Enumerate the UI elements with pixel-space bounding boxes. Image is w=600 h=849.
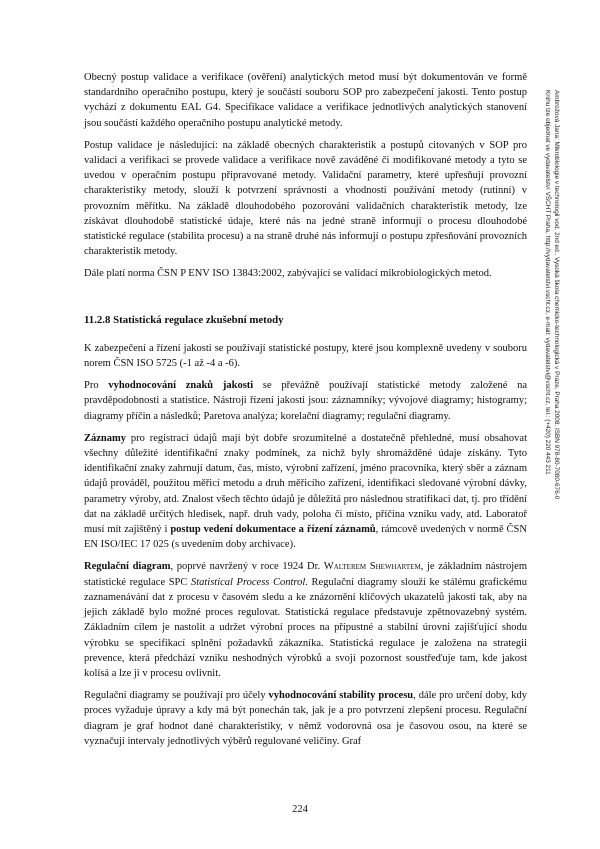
text-run: , dále pro určení doby, kdy proces vyžaduje úpravy a kdy má být ponechán tak, jak je a pro potvrzení zlepšení procesu. Regulační diagram je graf hodnot dané charakteristiky, v němž vodorovná osa je časovou osou, na které se vyznačují intervaly jednotlivých výběrů regulované veličiny. Graf: [84, 690, 527, 747]
paragraph-text: Dále platí norma ČSN P ENV ISO 13843:2002, zabývající se validací mikrobiologických metod.: [84, 268, 492, 280]
paragraph-text: Postup validace je následující: na základě obecných charakteristik a postupů citovaných v SOP pro validaci a verifikaci se provede validace a verifikace nově zaváděné či modifikované metody a tyto se uvedou v operačním postupu připravované metody. Validační parametry, které upřesňují provozní charakteristiky metody, slouží k potvrzení správnosti a vhodnosti používání metody (rutinní) v provozním měřítku. Na základě dlouhodobého pozorování validačních charakteristik metody, lze získávat dlouhodobě statistické údaje, které nás na jedné straně informují o procesu dlouhodobé statistické regulace (stabilita procesu) a na straně druhé nás informují o postupu zpřesňování provozních charakteristik metody.: [84, 139, 527, 258]
paragraph-text: Obecný postup validace a verifikace (ověření) analytických metod musí být dokumentován ve formě standardního operačního postupu, který je součástí souboru SOP pro zabezpečení jakosti. Tento postup vychází z dokumentu EAL G4. Specifikace validace a verifikace jednotlivých analytických stanovení jsou součástí každého operačního postupu analytické metody.: [84, 72, 527, 129]
paragraph-quality-evaluation: [84, 378, 527, 424]
side-citation: [543, 90, 560, 499]
paragraph-text: K zabezpečení a řízení jakosti se používají statistické postupy, které jsou komplexně uvedeny v souboru norem ČSN ISO 5725 (-1 až -4 a -6).: [84, 342, 527, 370]
paragraph-control-chart: [84, 559, 527, 681]
bold-term: Regulační diagram: [84, 561, 171, 573]
section-heading: 11.2.8 Statistická regulace zkušební metody: [84, 313, 284, 326]
paragraph-norm-reference: [84, 266, 527, 281]
text-run: Pro: [84, 380, 109, 392]
paragraph-records: [84, 431, 527, 553]
page-number: 224: [292, 804, 308, 815]
text-run: , rámcově uvedených v normě ČSN EN ISO/IEC 17 025 (s uvedením doby archivace).: [84, 524, 527, 551]
text-run: se převážně používají statistické metody založené na pravděpodobnosti a statistice. Nástroji řízení jakosti jsou: záznamníky; vývojové diagramy; histogramy; diagramy příčin a následků; Paretova analýza; korelační diagramy; regulační diagramy.: [84, 380, 528, 422]
italic-term: Statistical Process Control: [190, 576, 306, 588]
text-run: , poprvé navržený v roce 1924 Dr.: [170, 561, 324, 573]
text-run: Regulační diagramy se používají pro účely: [84, 690, 269, 702]
text-run: . Regulační diagramy slouží ke stálému grafickému zaznamenávání dat z procesu v časovém sledu a ke znázornění klíčových ukazatelů jakosti tak, aby na jejich základě bylo možné proces regulovat. Statistická regulace představuje zpětnovazebný systém. Základním cílem je nastolit a udržet výrobní proces na přípustné a stabilní úrovni zajišťující shodu výrobku se specifikací splnění požadavků zákazníka. Statistická regulace je založena na strategii prevence, která předchází vzniku neshodných výrobků a svojí pozornost soustřeďuje tam, kde jakost kolísá a lze ji v procesu ovlivnit.: [84, 576, 527, 679]
paragraph-stability: [84, 688, 527, 749]
paragraph-validation-intro: [84, 70, 527, 131]
bold-term: vyhodnocování znaků jakosti: [108, 380, 254, 392]
author-name: Walterem Shewhartem: [323, 561, 421, 573]
paragraph-statistical-procedures: [84, 341, 527, 371]
bold-term: postup vedení dokumentace a řízení záznamů: [170, 524, 376, 536]
bold-term: Záznamy: [84, 432, 126, 444]
bold-term: vyhodnocování stability procesu: [268, 690, 414, 702]
side-citation-line: Ambrožová Jana: Mikrobiologie v technologii vod. 2nd ed.. Vysoká škola chemicko-technologická v Praze, Praha 2008. ISBN 978-80-7080-676-0: [553, 90, 560, 500]
text-run: pro registraci údajů mají být dobře srozumitelné a dostatečně přehledné, musí obsahovat všechny důležité identifikační znaky podmínek, za nichž byly shromážděné údaje získány. Tyto identifikační znaky zahrnují datum, čas, místo, výrobní zařízení, jméno pracovníka, který sběr a záznam údajů prováděl, použitou měřicí metodu a druh měřicího zařízení, identifikaci sledované výrobní dávky, parametry výroby, atd. Znalost všech těchto údajů je důležitá pro následnou stratifikaci dat, tj. pro třídění dat na základě určitých hledisek, např. druh vady, poloha či místo, příčina vzniku vady, atd. Laboratoř musí mít zajištěný i: [84, 432, 527, 536]
page-content: [84, 70, 527, 756]
side-citation-line: Knihu lze objednat ve vydavatelství VŠCHT Praha, http://vydavatelstvi.vscht.cz, e-mail: vydavatelstvi@vscht.cz, tel.: (+420) 220 443 211: [544, 90, 552, 475]
paragraph-validation-procedure: [84, 138, 527, 260]
text-run: , je základním nástrojem statistické regulace SPC: [84, 561, 527, 588]
